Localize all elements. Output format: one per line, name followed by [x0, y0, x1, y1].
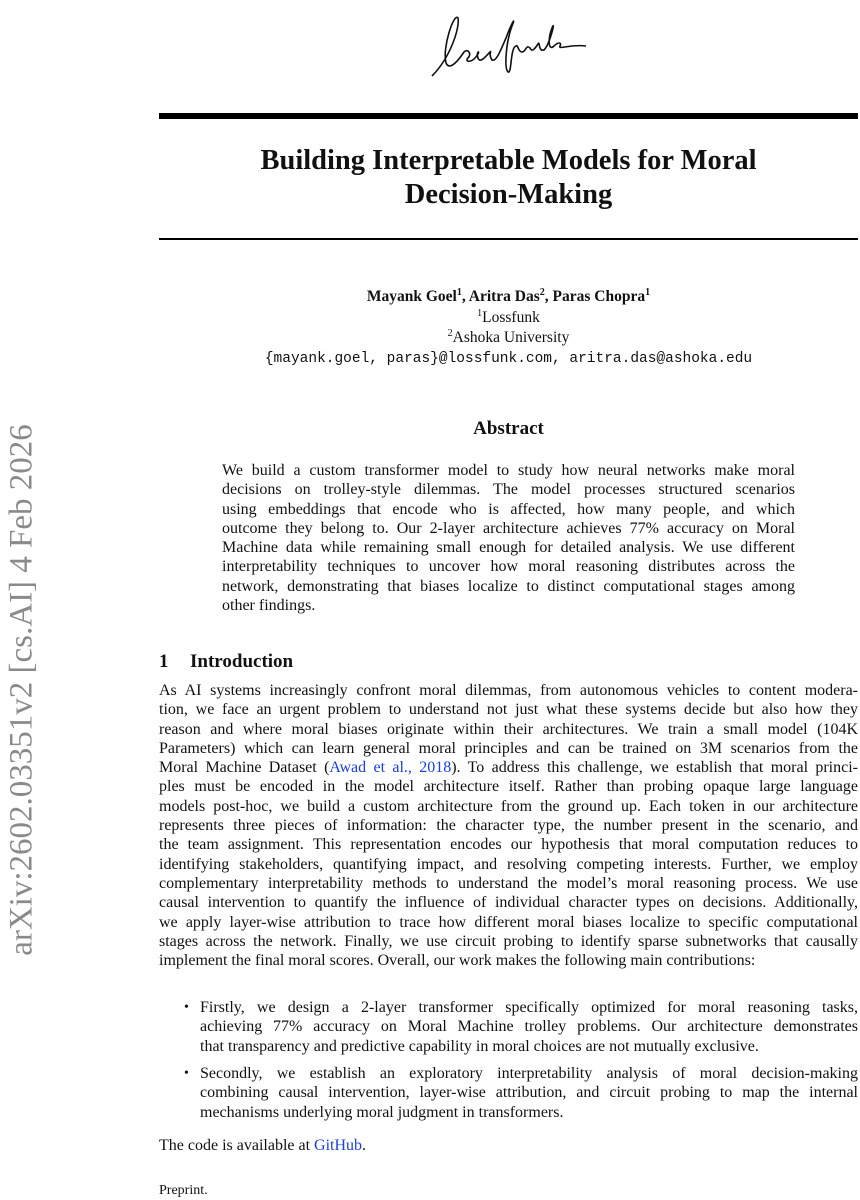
text-line: Machine data while remaining small enough for detailed analysis. We use different — [222, 539, 795, 557]
bullet-icon: • — [184, 1066, 189, 1081]
text-line: ples must be encoded in the model architecture itself. Rather than probing opaque large language — [159, 778, 858, 796]
text-line: that transparency and predictive capability in moral choices are not mutually exclusive. — [200, 1037, 759, 1055]
contribution-bullet — [184, 998, 858, 1056]
affiliation-mark: 1 — [456, 286, 462, 298]
title-line: Building Interpretable Models for Moral — [260, 145, 757, 176]
text-line: interpretability techniques to uncover how moral reasoning distributes across the — [222, 558, 795, 576]
text-line: reason and where moral biases originate within their architectures. We train a small model (104K — [159, 720, 858, 738]
arxiv-identifier-stamp: arXiv:2602.03351v2 [cs.AI] 4 Feb 2026 — [3, 424, 40, 956]
code-text-end: . — [362, 1137, 367, 1154]
title-line: Decision-Making — [404, 179, 613, 210]
text-line: tion, we face an urgent problem to understand not just what these systems decide but also how they — [159, 701, 858, 719]
text-line: Moral Machine Dataset (Awad et al., 2018). To address this challenge, we establish that moral princi- — [159, 759, 859, 777]
text-line: using embeddings that encode who is affected, how many people, and which — [222, 500, 795, 518]
text-line: represents three pieces of information: the character type, the number present in the scenario, and — [159, 817, 858, 835]
text-line: other findings. — [222, 597, 316, 615]
code-availability — [159, 1137, 366, 1155]
text-line: we apply layer-wise attribution to trace how different moral biases localize to specific computational — [159, 913, 858, 931]
section-number: 1 — [159, 651, 169, 672]
text-line: mechanisms underlying moral judgment in transformers. — [200, 1103, 564, 1121]
text-line: Secondly, we establish an exploratory interpretability analysis of moral decision-making — [200, 1065, 858, 1082]
abstract-body — [222, 461, 795, 615]
text-line: identifying stakeholders, quantifying impact, and resolving competing interests. Further, we employ — [159, 855, 858, 873]
text-line: the team assignment. This representation encodes our hypothesis that moral computation reduces to — [159, 836, 858, 854]
author-name: Paras Chopra — [552, 288, 646, 305]
text-line: decisions on trolley-style dilemmas. The model processes structured scenarios — [222, 481, 795, 499]
abstract-heading: Abstract — [473, 418, 544, 439]
lossfunk-logo — [420, 8, 590, 78]
text-line: implement the final moral scores. Overall, our work makes the following main contributions: — [159, 952, 756, 970]
text-line: As AI systems increasingly confront moral dilemmas, from autonomous vehicles to content modera- — [159, 682, 858, 699]
text-line: achieving 77% accuracy on Moral Machine trolley problems. Our architecture demonstrates — [200, 1018, 858, 1036]
contribution-bullet — [184, 1064, 858, 1122]
section-title: Introduction — [190, 651, 294, 672]
text-line: combining causal intervention, layer-wise attribution, and circuit probing to map the internal — [200, 1084, 858, 1102]
affiliation-mark: 2 — [447, 327, 453, 339]
affiliation — [159, 308, 858, 329]
affiliation — [159, 328, 858, 349]
affiliation-name: Lossfunk — [482, 308, 540, 326]
author-names: Mayank Goel$^1$, Aritra Das$^2$, Paras Chopra$^1$ — [366, 286, 651, 305]
text-line: causal intervention to quantify the influence of individual character types on decisions. Additionally, — [159, 894, 858, 912]
affiliation-mark: 1 — [477, 307, 483, 319]
affiliation-name: Ashoka University — [452, 329, 570, 346]
title-top-rule — [159, 113, 858, 119]
section-heading-introduction — [159, 651, 293, 673]
text-line: We build a custom transformer model to study how neural networks make moral — [222, 462, 795, 479]
github-link[interactable]: GitHub — [314, 1137, 363, 1154]
text-line: outcome they belong to. Our 2-layer architecture achieves 77% accuracy on Moral — [222, 519, 795, 537]
text-line: network, demonstrating that biases localize to distinct computational stages among — [222, 577, 795, 595]
bullet-icon: • — [184, 1000, 189, 1015]
title-bottom-rule — [159, 238, 858, 240]
text-line: Firstly, we design a 2-layer transformer specifically optimized for moral reasoning tasks, — [200, 999, 858, 1016]
author-block — [159, 287, 858, 369]
code-text: The code is available at — [159, 1137, 315, 1154]
footer-preprint: Preprint. — [159, 1183, 208, 1198]
affiliation-mark: 2 — [539, 286, 545, 298]
text-line: stages across the network. Finally, we use circuit probing to identify sparse subnetworks that causally — [159, 932, 858, 950]
affiliation-mark: 1 — [645, 286, 651, 298]
text-line: complementary interpretability methods to understand the model’s moral reasoning process. We use — [159, 874, 858, 892]
paper-title — [159, 144, 858, 212]
introduction-paragraph — [159, 681, 858, 970]
author-emails: {mayank.goel, paras}@lossfunk.com, aritra.das@ashoka.edu — [264, 350, 753, 367]
text-line: models post-hoc, we build a custom architecture from the ground up. Each token in our architecture — [159, 797, 858, 815]
author-name: Aritra Das — [468, 288, 540, 305]
citation-link[interactable]: Awad et al., 2018 — [329, 759, 452, 777]
author-name: Mayank Goel — [366, 288, 457, 305]
text-line: Parameters) which can learn general moral principles and can be trained on 3M scenarios from the — [159, 739, 858, 757]
